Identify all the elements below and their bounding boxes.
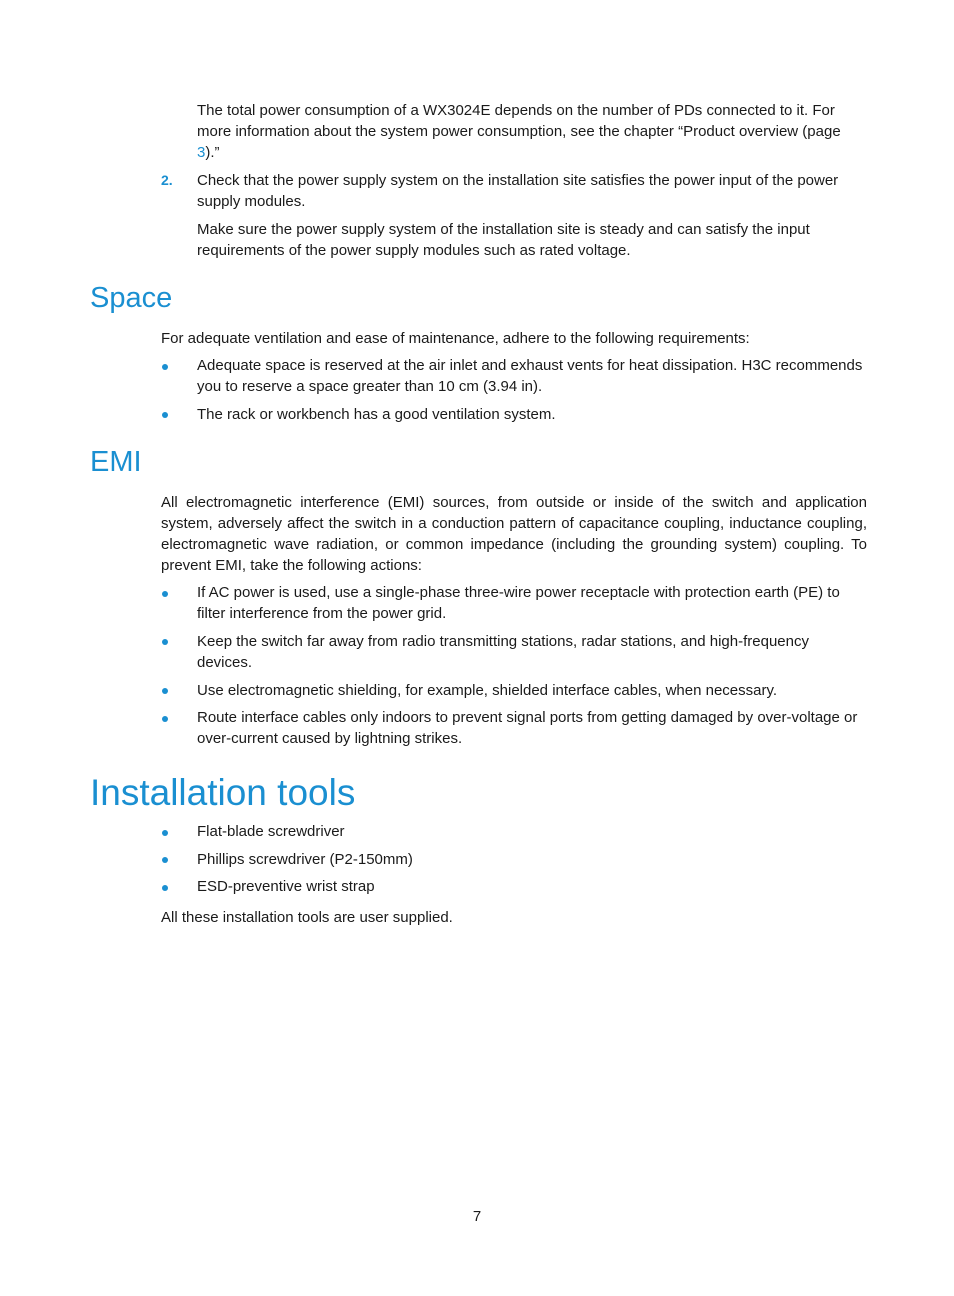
list-item: Flat-blade screwdriver xyxy=(197,823,345,840)
bullet-icon xyxy=(162,830,168,836)
page-link[interactable]: 3 xyxy=(197,144,206,161)
bullet-icon xyxy=(162,412,168,418)
space-intro: For adequate ventilation and ease of maintenance, adhere to the following requirements: xyxy=(161,330,750,347)
list-item: Use electromagnetic shielding, for example, shielded interface cables, when necessary. xyxy=(197,682,778,699)
list-item: Route interface cables only indoors to prevent signal ports from getting damaged by over-voltage or over-current caused by lightning strikes. xyxy=(197,709,858,747)
page-number: 7 xyxy=(472,1208,482,1225)
emi-intro: All electromagnetic interference (EMI) sources, from outside or inside of the switch and application system, adversely affect the switch in a conduction pattern of capacitance coupling, inductance coupling, electromagnetic wave radiation, or common impedance (including the grounding system) coupling. To prevent EMI, take the following actions: xyxy=(161,494,867,574)
section-heading-space: Space xyxy=(90,282,173,314)
list-item: Phillips screwdriver (P2-150mm) xyxy=(197,851,413,868)
step-text: Check that the power supply system on the installation site satisfies the power input of the power supply modules. xyxy=(197,172,839,210)
bullet-icon xyxy=(162,885,168,891)
bullet-icon xyxy=(162,591,168,597)
bullet-icon xyxy=(162,639,168,645)
bullet-icon xyxy=(162,857,168,863)
bullet-icon xyxy=(162,716,168,722)
power-consumption-text-end: ).” xyxy=(205,144,220,161)
tools-footer-note: All these installation tools are user supplied. xyxy=(161,909,453,926)
list-item: Keep the switch far away from radio transmitting stations, radar stations, and high-frequency devices. xyxy=(197,633,809,671)
power-consumption-text: The total power consumption of a WX3024E depends on the number of PDs connected to it. For more information about the system power consumption, see the chapter “Product overview (page xyxy=(197,102,841,140)
list-item: The rack or workbench has a good ventilation system. xyxy=(197,406,556,423)
section-heading-emi: EMI xyxy=(90,446,142,478)
step-note: Make sure the power supply system of the installation site is steady and can satisfy the input requirements of the power supply modules such as rated voltage. xyxy=(197,221,810,259)
bullet-icon xyxy=(162,364,168,370)
list-item: Adequate space is reserved at the air inlet and exhaust vents for heat dissipation. H3C recommends you to reserve a space greater than 10 cm (3.94 in). xyxy=(197,357,863,395)
list-item: If AC power is used, use a single-phase three-wire power receptacle with protection earth (PE) to filter interference from the power grid. xyxy=(197,584,840,622)
section-heading-installation-tools: Installation tools xyxy=(90,772,356,813)
list-item: ESD-preventive wrist strap xyxy=(197,878,375,895)
step-number: 2. xyxy=(161,172,173,188)
power-consumption-paragraph xyxy=(197,100,867,163)
bullet-icon xyxy=(162,688,168,694)
